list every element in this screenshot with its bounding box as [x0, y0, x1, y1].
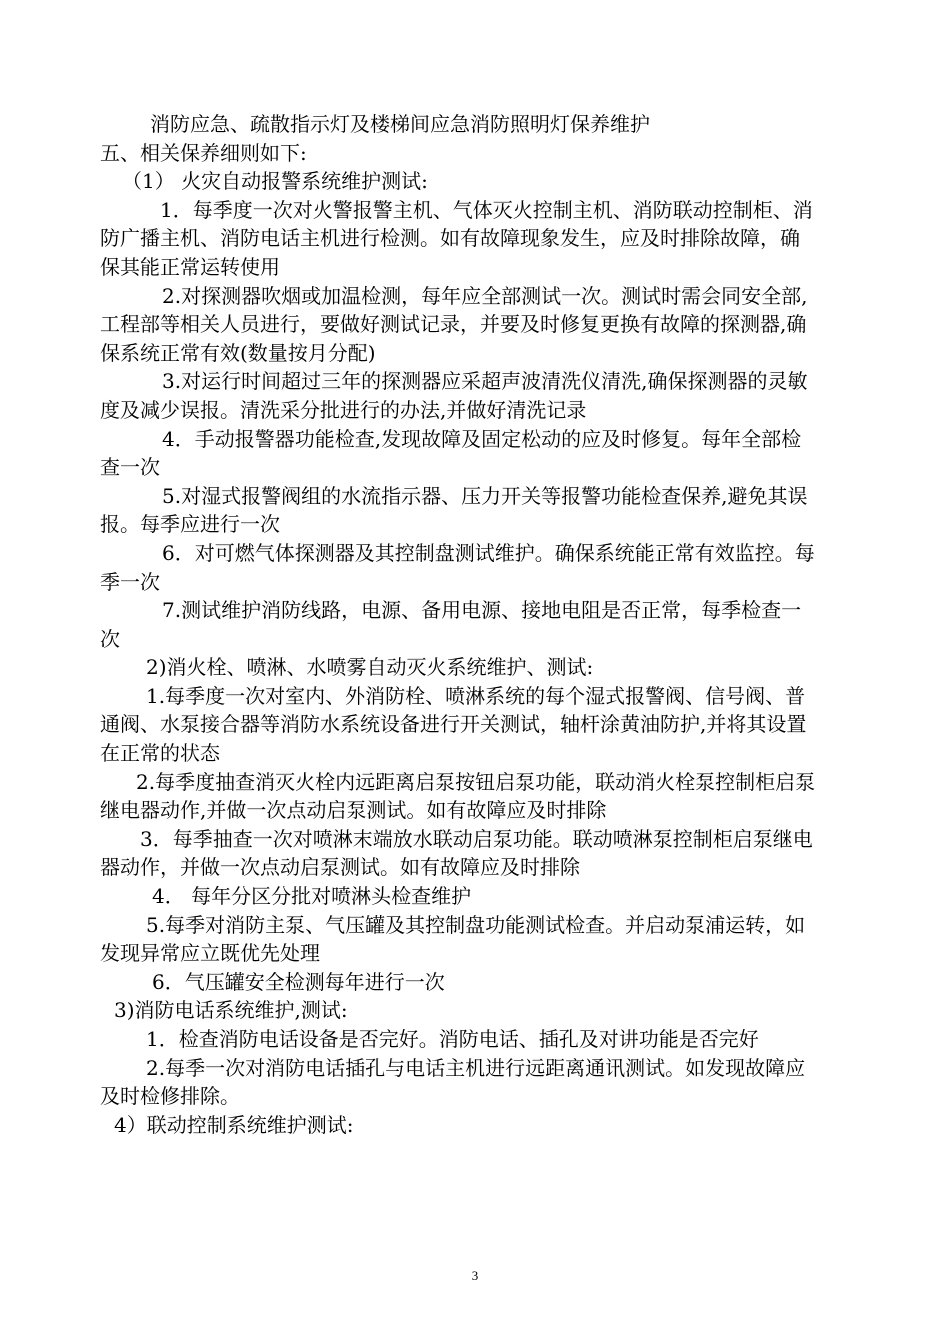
subsection-heading-3: 3)消防电话系统维护,测试: — [114, 998, 348, 1023]
section-heading-5: 五、相关保养细则如下: — [100, 140, 307, 165]
paragraph-2-5: 5.每季对消防主泵、气压罐及其控制盘功能测试检查。并启动泵浦运转，如发现异常应立既优先处理 — [100, 912, 806, 966]
paragraph-2-3: 3．每季抽查一次对喷淋末端放水联动启泵功能。联动喷淋泵控制柜启泵继电器动作，并做一次点动启泵测试。如有故障应及时排除 — [100, 826, 813, 880]
paragraph-1-4: 4．手动报警器功能检查,发现故障及固定松动的应及时修复。每年全部检查一次 — [100, 426, 802, 480]
paragraph-2-2: 2.每季度抽查消灭火栓内远距离启泵按钮启泵功能，联动消火栓泵控制柜启泵继电器动作,并做一次点动启泵测试。如有故障应及时排除 — [100, 769, 816, 823]
document-body — [100, 110, 818, 1139]
paragraph-2-6: 6．气压罐安全检测每年进行一次 — [152, 969, 445, 994]
paragraph-1-7: 7.测试维护消防线路，电源、备用电源、接地电阻是否正常，每季检查一次 — [100, 598, 802, 651]
paragraph-1-2: 2.对探测器吹烟或加温检测，每年应全部测试一次。测试时需会同安全部,工程部等相关人员进行，要做好测试记录，并要及时修复更换有故障的探测器,确保系统正常有效(数量按月分配) — [100, 283, 808, 365]
subsection-heading-4: 4）联动控制系统维护测试: — [114, 1112, 354, 1137]
paragraph-2-4: 4． 每年分区分批对喷淋头检查维护 — [152, 884, 472, 909]
paragraph-1-1: 1．每季度一次对火警报警主机、气体灭火控制主机、消防联动控制柜、消防广播主机、消防电话主机进行检测。如有故障现象发生，应及时排除故障，确保其能正常运转使用 — [100, 197, 813, 279]
paragraph-3-2: 2.每季一次对消防电话插孔与电话主机进行远距离通讯测试。如发现故障应及时检修排除。 — [100, 1055, 806, 1109]
page-number: 3 — [471, 1268, 479, 1283]
paragraph-2-1: 1.每季度一次对室内、外消防栓、喷淋系统的每个湿式报警阀、信号阀、普通阀、水泵接合器等消防水系统设备进行开关测试，轴杆涂黄油防护,并将其设置在正常的状态 — [100, 683, 807, 766]
paragraph-1-6: 6．对可燃气体探测器及其控制盘测试维护。确保系统能正常有效监控。每季一次 — [100, 540, 815, 594]
paragraph-3-1: 1．检查消防电话设备是否完好。消防电话、插孔及对讲功能是否完好 — [146, 1027, 759, 1051]
subsection-heading-2: 2)消火栓、喷淋、水喷雾自动灭火系统维护、测试: — [146, 655, 594, 680]
paragraph-emergency-lights: 消防应急、疏散指示灯及楼梯间应急消防照明灯保养维护 — [150, 112, 650, 136]
paragraph-1-3: 3.对运行时间超过三年的探测器应采超声波清洗仪清洗,确保探测器的灵敏度及减少误报。清洗采分批进行的办法,并做好清洗记录 — [100, 369, 808, 422]
paragraph-1-5: 5.对湿式报警阀组的水流指示器、压力开关等报警功能检查保养,避免其误报。每季应进行一次 — [100, 483, 808, 537]
subsection-heading-1: （1） 火灾自动报警系统维护测试: — [122, 169, 428, 194]
